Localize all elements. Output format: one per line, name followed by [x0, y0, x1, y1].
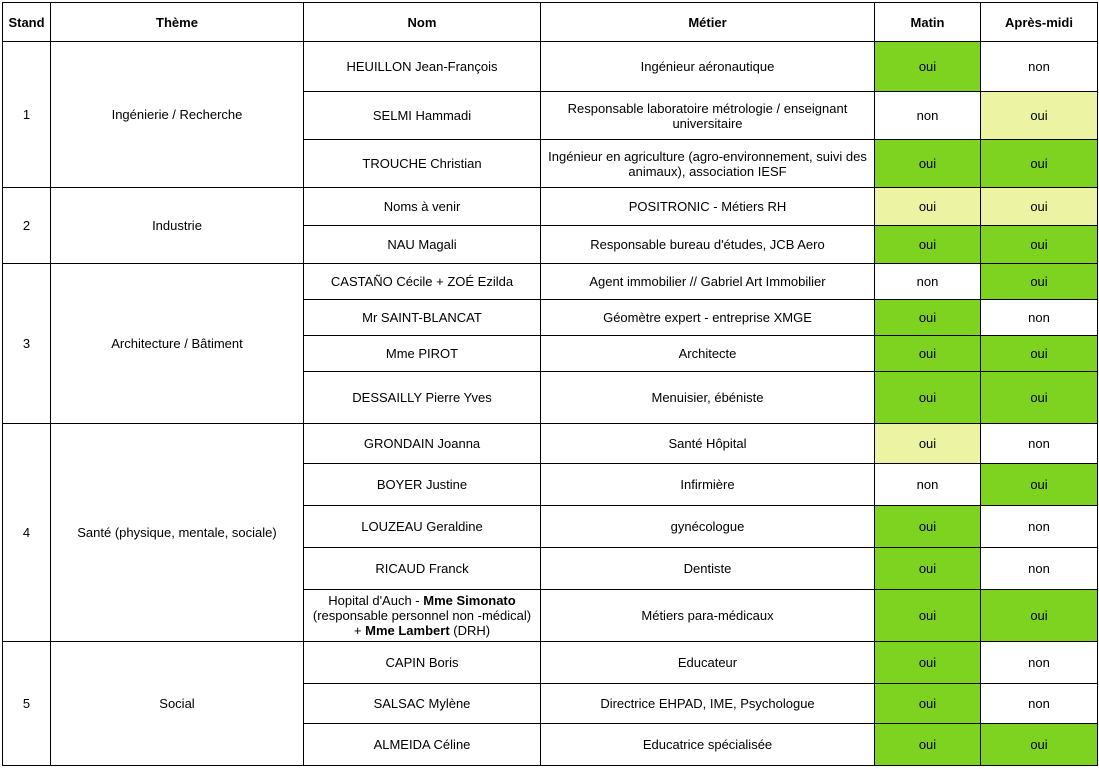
matin-cell[interactable]: oui [875, 684, 981, 724]
nom-cell[interactable]: Mr SAINT-BLANCAT [304, 300, 541, 336]
theme-cell[interactable]: Santé (physique, mentale, sociale) [51, 424, 304, 642]
apres-midi-cell[interactable]: oui [981, 464, 1098, 506]
metier-cell[interactable]: Directrice EHPAD, IME, Psychologue [541, 684, 875, 724]
apres-midi-cell[interactable]: oui [981, 188, 1098, 226]
nom-part: Hopital d'Auch - [328, 593, 424, 608]
nom-part: (responsable personnel non -médical) + [312, 608, 532, 638]
header-metier[interactable]: Métier [541, 3, 875, 42]
matin-cell[interactable]: oui [875, 642, 981, 684]
nom-cell[interactable]: GRONDAIN Joanna [304, 424, 541, 464]
matin-cell[interactable]: oui [875, 548, 981, 590]
theme-cell[interactable]: Ingénierie / Recherche [51, 42, 304, 188]
stand-cell[interactable]: 5 [3, 642, 51, 766]
stand-cell[interactable]: 1 [3, 42, 51, 188]
metier-cell[interactable]: Menuisier, ébéniste [541, 372, 875, 424]
matin-cell[interactable]: oui [875, 506, 981, 548]
nom-cell[interactable]: NAU Magali [304, 226, 541, 264]
apres-midi-cell[interactable]: oui [981, 590, 1098, 642]
nom-cell[interactable]: ALMEIDA Céline [304, 724, 541, 766]
nom-cell[interactable]: TROUCHE Christian [304, 140, 541, 188]
schedule-table [2, 2, 1098, 766]
matin-cell[interactable]: oui [875, 188, 981, 226]
stand-cell[interactable]: 2 [3, 188, 51, 264]
apres-midi-cell[interactable]: non [981, 300, 1098, 336]
nom-cell[interactable]: BOYER Justine [304, 464, 541, 506]
apres-midi-cell[interactable]: non [981, 684, 1098, 724]
nom-cell[interactable]: CASTAÑO Cécile + ZOÉ Ezilda [304, 264, 541, 300]
matin-cell[interactable]: oui [875, 424, 981, 464]
metier-cell[interactable]: Infirmière [541, 464, 875, 506]
apres-midi-cell[interactable]: oui [981, 92, 1098, 140]
matin-cell[interactable]: oui [875, 300, 981, 336]
table-body [3, 42, 1098, 766]
metier-cell[interactable]: POSITRONIC - Métiers RH [541, 188, 875, 226]
matin-cell[interactable]: non [875, 92, 981, 140]
nom-bold-part: Mme Simonato [423, 593, 516, 608]
nom-cell[interactable]: Mme PIROT [304, 336, 541, 372]
matin-cell[interactable]: oui [875, 372, 981, 424]
metier-cell[interactable]: Géomètre expert - entreprise XMGE [541, 300, 875, 336]
metier-cell[interactable]: Educatrice spécialisée [541, 724, 875, 766]
nom-bold-part: Mme Lambert [365, 623, 450, 638]
nom-cell[interactable]: CAPIN Boris [304, 642, 541, 684]
metier-cell[interactable]: Responsable bureau d'études, JCB Aero [541, 226, 875, 264]
nom-cell[interactable]: RICAUD Franck [304, 548, 541, 590]
metier-cell[interactable]: Educateur [541, 642, 875, 684]
header-theme[interactable]: Thème [51, 3, 304, 42]
table-row [3, 424, 1098, 464]
matin-cell[interactable]: oui [875, 140, 981, 188]
metier-cell[interactable]: Dentiste [541, 548, 875, 590]
apres-midi-cell[interactable]: non [981, 548, 1098, 590]
matin-cell[interactable]: oui [875, 226, 981, 264]
matin-cell[interactable]: oui [875, 590, 981, 642]
apres-midi-cell[interactable]: oui [981, 226, 1098, 264]
header-nom[interactable]: Nom [304, 3, 541, 42]
nom-cell[interactable]: LOUZEAU Geraldine [304, 506, 541, 548]
metier-cell[interactable]: Métiers para-médicaux [541, 590, 875, 642]
table-row [3, 188, 1098, 226]
metier-cell[interactable]: gynécologue [541, 506, 875, 548]
theme-cell[interactable]: Industrie [51, 188, 304, 264]
apres-midi-cell[interactable]: non [981, 642, 1098, 684]
nom-cell[interactable]: SALSAC Mylène [304, 684, 541, 724]
apres-midi-cell[interactable]: oui [981, 372, 1098, 424]
metier-cell[interactable]: Responsable laboratoire métrologie / enseignant universitaire [541, 92, 875, 140]
header-stand[interactable]: Stand [3, 3, 51, 42]
stand-cell[interactable]: 4 [3, 424, 51, 642]
nom-cell[interactable] [304, 590, 541, 642]
table-row [3, 42, 1098, 92]
apres-midi-cell[interactable]: non [981, 424, 1098, 464]
nom-cell[interactable]: SELMI Hammadi [304, 92, 541, 140]
nom-cell[interactable]: DESSAILLY Pierre Yves [304, 372, 541, 424]
matin-cell[interactable]: oui [875, 724, 981, 766]
apres-midi-cell[interactable]: oui [981, 336, 1098, 372]
stand-cell[interactable]: 3 [3, 264, 51, 424]
metier-cell[interactable]: Ingénieur en agriculture (agro-environnement, suivi des animaux), association IESF [541, 140, 875, 188]
matin-cell[interactable]: oui [875, 42, 981, 92]
apres-midi-cell[interactable]: non [981, 42, 1098, 92]
matin-cell[interactable]: non [875, 264, 981, 300]
apres-midi-cell[interactable]: oui [981, 724, 1098, 766]
header-matin[interactable]: Matin [875, 3, 981, 42]
theme-cell[interactable]: Social [51, 642, 304, 766]
metier-cell[interactable]: Santé Hôpital [541, 424, 875, 464]
table-row [3, 264, 1098, 300]
matin-cell[interactable]: non [875, 464, 981, 506]
apres-midi-cell[interactable]: oui [981, 264, 1098, 300]
matin-cell[interactable]: oui [875, 336, 981, 372]
header-row [3, 3, 1098, 42]
header-apres-midi[interactable]: Après-midi [981, 3, 1098, 42]
nom-part: (DRH) [449, 623, 491, 638]
apres-midi-cell[interactable]: non [981, 506, 1098, 548]
theme-cell[interactable]: Architecture / Bâtiment [51, 264, 304, 424]
apres-midi-cell[interactable]: oui [981, 140, 1098, 188]
nom-cell[interactable]: Noms à venir [304, 188, 541, 226]
nom-cell[interactable]: HEUILLON Jean-François [304, 42, 541, 92]
metier-cell[interactable]: Agent immobilier // Gabriel Art Immobilier [541, 264, 875, 300]
table-row [3, 642, 1098, 684]
metier-cell[interactable]: Ingénieur aéronautique [541, 42, 875, 92]
metier-cell[interactable]: Architecte [541, 336, 875, 372]
